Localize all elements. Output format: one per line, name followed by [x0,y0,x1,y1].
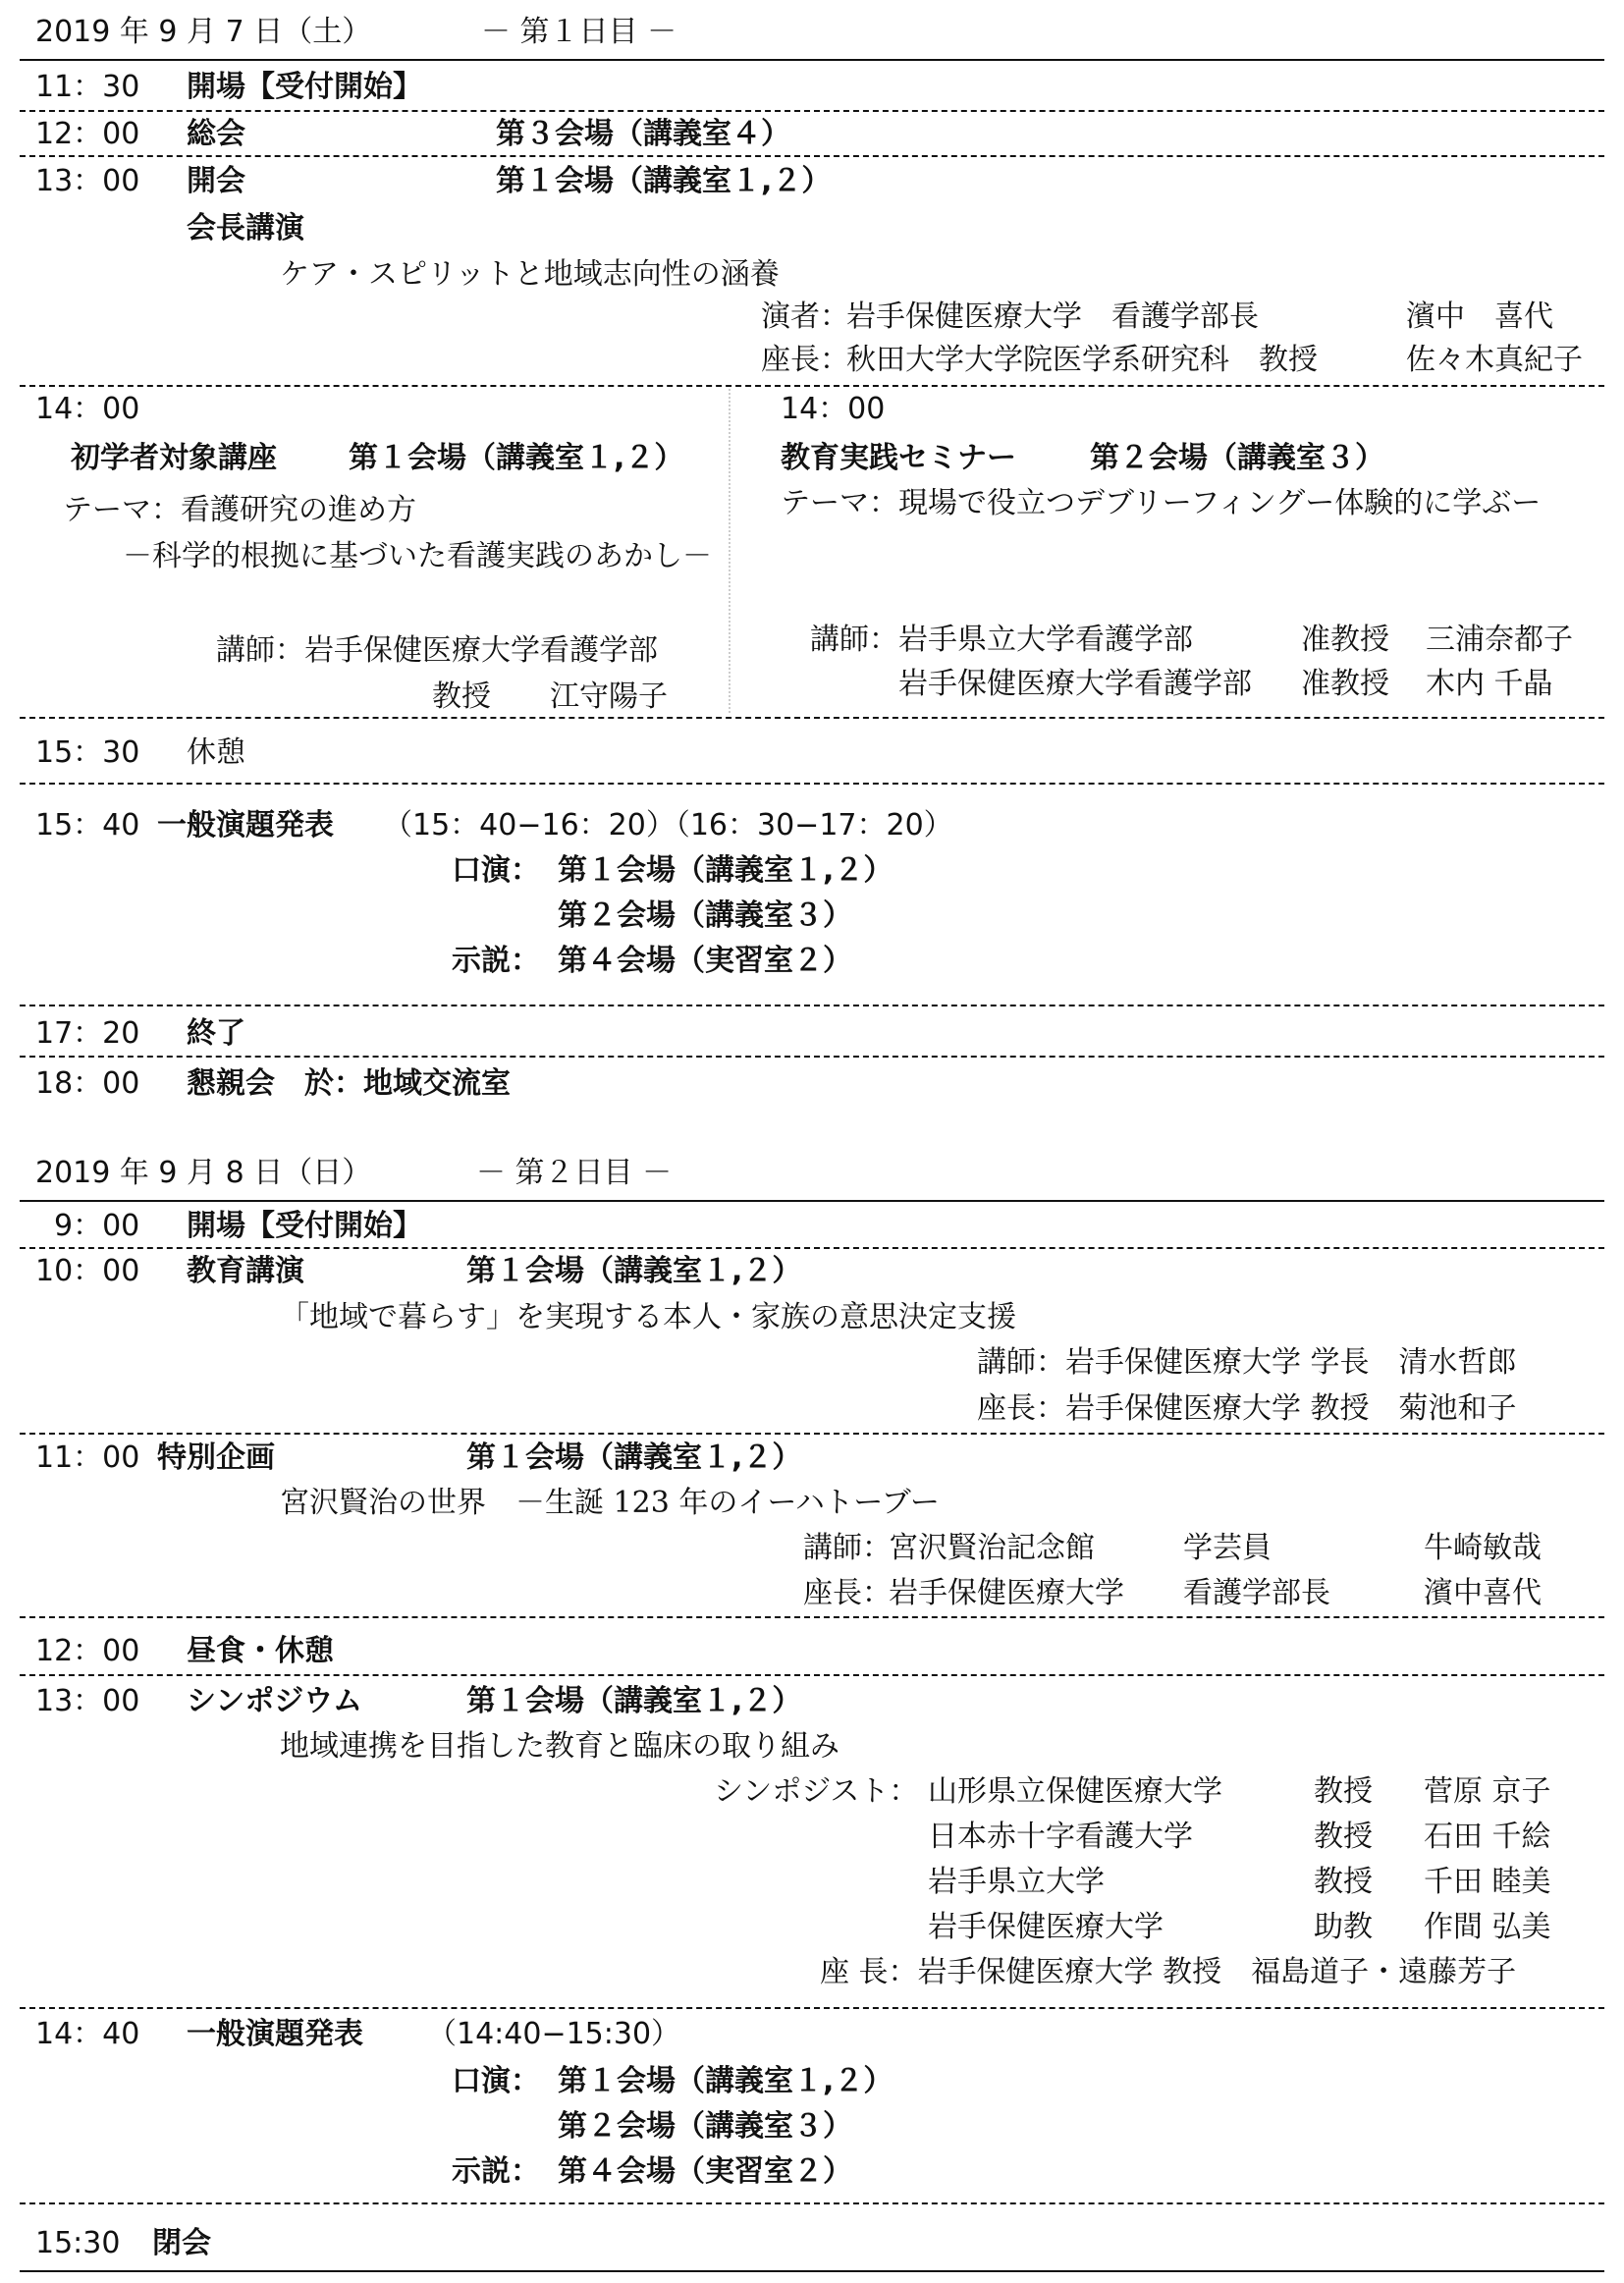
lecturer-org: 岩手県立大学看護学部 [898,623,1193,657]
venue: 第２会場（講義室３） [558,2109,852,2144]
session-times: （14:40−15:30） [427,2017,681,2051]
time: 15:30 [35,2226,121,2260]
chair-org: 岩手保健医療大学 [889,1576,1124,1610]
symposist-name: 作間 弘美 [1424,1910,1551,1944]
venue: 第３会場（講義室４） [496,117,790,151]
divider [20,783,1604,785]
divider [20,2270,1604,2272]
subtheme: －科学的根拠に基づいた看護実践のあかし－ [123,539,712,573]
time: 14：00 [781,392,886,426]
time: 12：00 [35,1634,140,1668]
session-subtitle: 会長講演 [187,211,304,245]
venue: 第１会場（講義室１,２） [466,1254,802,1288]
poster-label: 示説： [452,944,540,978]
session-title: シンポジウム [187,1684,362,1718]
symposist-org: 山形県立保健医療大学 [928,1774,1222,1809]
speaker-name: 濱中 喜代 [1406,299,1553,334]
divider [20,385,1604,387]
chair-role: 座長： [761,343,849,377]
lecturer-name: 牛崎敏哉 [1424,1531,1542,1565]
session-title: 開場【受付開始】 [187,1209,422,1243]
time: 11：30 [35,70,140,104]
symposist-name: 石田 千絵 [1424,1820,1551,1854]
venue: 第１会場（講義室１,２） [466,1684,802,1718]
theme: 宮沢賢治の世界 －生誕 123 年のイーハトーブー [280,1486,940,1520]
lecturer: 講師：岩手保健医療大学 学長 清水哲郎 [977,1345,1517,1380]
session-title: 休憩 [187,735,245,770]
time: 13：00 [35,1684,140,1718]
time: 15：30 [35,735,140,770]
symposist-title: 教授 [1314,1774,1373,1809]
symposist-org: 日本赤十字看護大学 [928,1820,1193,1854]
symposist-title: 助教 [1314,1910,1373,1944]
venue: 第１会場（講義室１,２） [496,164,832,198]
speaker-org: 岩手保健医療大学 看護学部長 [846,299,1259,334]
lecturer-role: 講師： [803,1531,892,1565]
chair-org: 秋田大学大学院医学系研究科 教授 [846,343,1318,377]
lecturer-label: 講師： [810,623,898,657]
chair-name: 佐々木真紀子 [1406,343,1583,377]
symposist-name: 千田 睦美 [1424,1865,1551,1899]
divider [20,1616,1604,1618]
divider [20,155,1604,157]
session-title: 一般演題発表 [157,808,334,843]
chair: 座 長：岩手保健医療大学 教授 福島道子・遠藤芳子 [820,1955,1517,1989]
time: 14：00 [35,392,140,426]
symposist-label: シンポジスト： [714,1774,919,1809]
time: 14：40 [35,2017,140,2051]
chair-name: 濱中喜代 [1424,1576,1542,1610]
venue: 第１会場（講義室１,２） [558,853,893,888]
lecturer-org: 岩手保健医療大学看護学部 [898,667,1252,701]
symposist-title: 教授 [1314,1820,1373,1854]
lecturer-name: 教授 江守陽子 [432,679,668,714]
divider [20,1433,1604,1435]
venue: 第１会場（講義室１,２） [349,441,684,475]
poster-label: 示説： [452,2154,540,2189]
theme: テーマ：現場で役立つデブリーフィングー体験的に学ぶー [781,486,1542,520]
time: 12：00 [35,117,140,151]
day2-header-label: － 第２日目 － [476,1156,673,1190]
lecturer: 講師：岩手保健医療大学看護学部 [216,633,658,668]
symposist-org: 岩手県立大学 [928,1865,1105,1899]
session-title: 教育講演 [187,1254,304,1288]
venue: 第１会場（講義室１,２） [558,2064,893,2098]
divider [20,2202,1604,2204]
venue: 第１会場（講義室１,２） [466,1440,802,1475]
divider [20,1056,1604,1058]
divider [20,1247,1604,1249]
day1-header-label: － 第１日目 － [481,15,677,49]
divider [20,717,1604,719]
venue: 第２会場（講義室３） [558,898,852,933]
theme: ケア・スピリットと地域志向性の涵養 [280,257,780,292]
theme: 「地域で暮らす」を実現する本人・家族の意思決定支援 [280,1300,1016,1334]
venue: 第４会場（実習室２） [558,944,852,978]
oral-label: 口演： [452,2064,540,2098]
session-title: 開場【受付開始】 [187,70,422,104]
session-title: 閉会 [152,2226,211,2260]
chair-title: 看護学部長 [1183,1576,1330,1610]
theme: 地域連携を目指した教育と臨床の取り組み [280,1729,839,1764]
session-title: 初学者対象講座 [71,441,277,475]
lecturer-name: 木内 千晶 [1426,667,1553,701]
session-title: 昼食・休憩 [187,1634,334,1668]
time: 18：00 [35,1066,140,1101]
time: 10：00 [35,1254,140,1288]
theme: テーマ：看護研究の進め方 [63,493,416,527]
divider [20,2007,1604,2009]
session-title: 懇親会 於：地域交流室 [187,1066,511,1101]
time: 13：00 [35,164,140,198]
oral-label: 口演： [452,853,540,888]
time: 15：40 [35,808,140,843]
session-title: 教育実践セミナー [781,441,1016,475]
symposist-org: 岩手保健医療大学 [928,1910,1164,1944]
divider [20,59,1604,61]
session-title: 一般演題発表 [187,2017,363,2051]
column-divider [729,389,731,713]
lecturer-title: 准教授 [1301,667,1389,701]
divider [20,1200,1604,1202]
session-title: 開会 [187,164,245,198]
session-times: （15：40−16：20）（16：30−17：20） [383,808,953,843]
symposist-title: 教授 [1314,1865,1373,1899]
venue: 第４会場（実習室２） [558,2154,852,2189]
session-title: 特別企画 [157,1440,275,1475]
divider [20,1005,1604,1006]
day1-header-date: 2019 年 9 月 7 日（土） [35,15,372,49]
venue: 第２会場（講義室３） [1090,441,1384,475]
session-title: 総会 [187,117,245,151]
time: 17：20 [35,1016,140,1051]
chair: 座長：岩手保健医療大学 教授 菊池和子 [977,1391,1517,1426]
lecturer-org: 宮沢賢治記念館 [889,1531,1095,1565]
session-title: 終了 [187,1016,245,1051]
lecturer-title: 准教授 [1301,623,1389,657]
lecturer-title: 学芸員 [1183,1531,1272,1565]
chair-role: 座長： [803,1576,892,1610]
time: 11：00 [35,1440,140,1475]
day2-header-date: 2019 年 9 月 8 日（日） [35,1156,372,1190]
speaker-role: 演者： [761,299,849,334]
divider [20,110,1604,112]
symposist-name: 菅原 京子 [1424,1774,1551,1809]
time: 9：00 [54,1209,140,1243]
lecturer-name: 三浦奈都子 [1426,623,1573,657]
divider [20,1674,1604,1676]
